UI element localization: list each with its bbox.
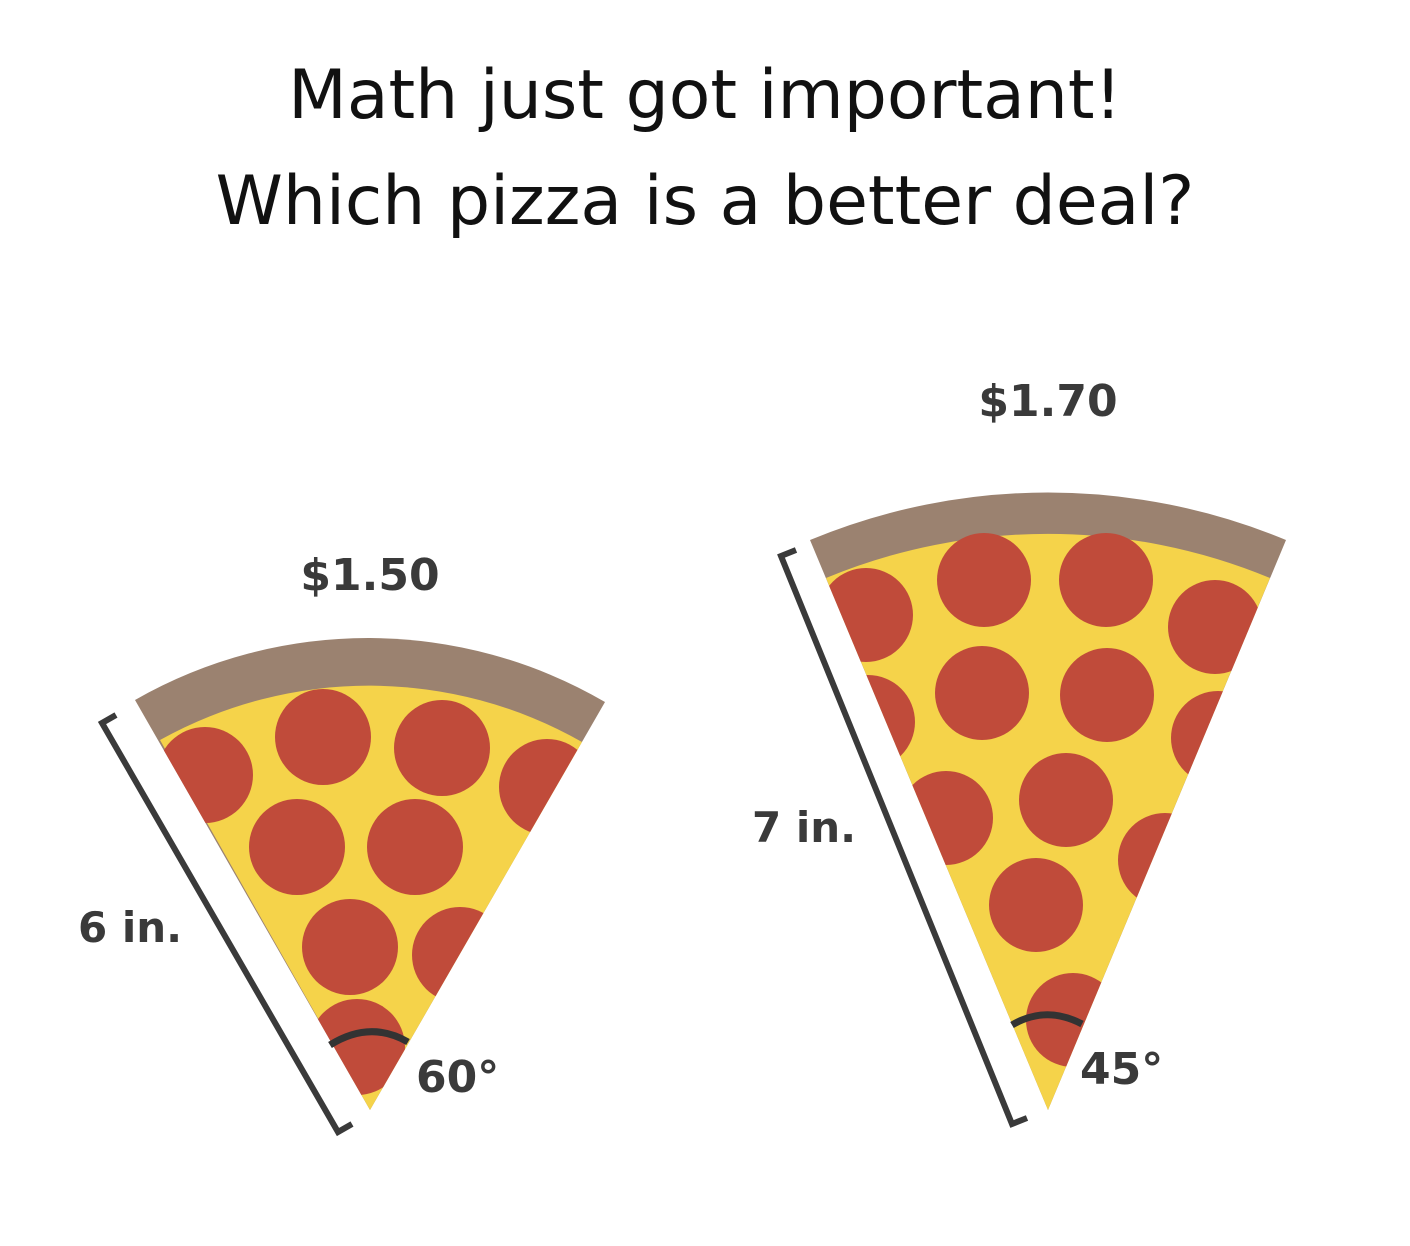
pepperoni <box>1060 648 1154 742</box>
pepperoni <box>309 999 405 1095</box>
price-label-large: $1.70 <box>978 376 1118 427</box>
length-label-small: 6 in. <box>78 903 183 952</box>
pepperoni <box>935 646 1029 740</box>
angle-label-small: 60° <box>416 1052 500 1103</box>
pepperoni <box>367 799 463 895</box>
angle-label-large: 45° <box>1080 1044 1164 1095</box>
watermark: ©Mathway <box>1160 793 1235 915</box>
pepperoni <box>302 899 398 995</box>
pepperoni <box>157 727 253 823</box>
pepperoni <box>1171 691 1265 785</box>
pepperoni <box>1168 580 1262 674</box>
title-line-1: Math just got important! <box>288 56 1122 135</box>
pizza-slice-small <box>102 638 605 1132</box>
pepperoni <box>275 689 371 785</box>
pepperoni <box>1059 533 1153 627</box>
pepperoni <box>249 799 345 895</box>
title-line-2: Which pizza is a better deal? <box>215 162 1195 241</box>
pepperoni <box>412 907 508 1003</box>
pepperoni <box>819 568 913 662</box>
pepperoni <box>499 739 595 835</box>
pepperoni <box>989 858 1083 952</box>
length-label-large: 7 in. <box>752 803 857 852</box>
pepperoni <box>1019 753 1113 847</box>
price-label-small: $1.50 <box>300 550 440 601</box>
pepperoni <box>899 771 993 865</box>
pepperoni <box>394 700 490 796</box>
pepperoni <box>937 533 1031 627</box>
